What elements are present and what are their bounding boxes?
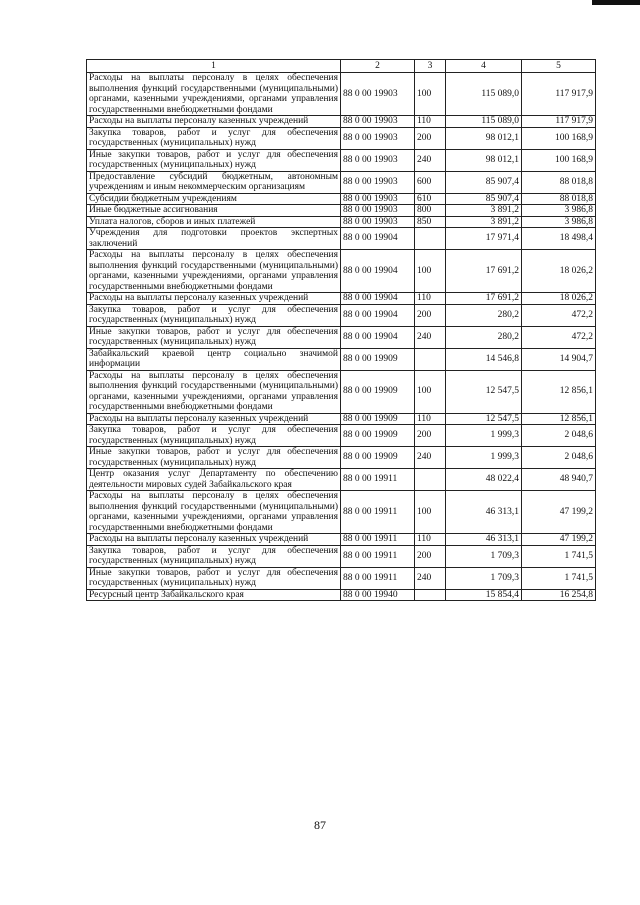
item-name-cell: Центр оказания услуг Департаменту по обеспечению деятельности мировых судей Забайкальского края [87,469,341,491]
amount-year-1-cell: 48 022,4 [446,469,522,491]
amount-year-2-cell: 2 048,6 [522,425,596,447]
amount-year-1-cell: 14 546,8 [446,348,522,370]
item-name-cell: Забайкальский краевой центр социально значимой информации [87,348,341,370]
amount-year-2-cell: 18 026,2 [522,250,596,293]
amount-year-2-cell: 47 199,2 [522,534,596,546]
amount-year-2-cell: 3 986,8 [522,216,596,228]
amount-year-1-cell: 17 691,2 [446,250,522,293]
amount-year-1-cell: 15 854,4 [446,589,522,601]
table-row [87,250,596,293]
table-row [87,116,596,128]
target-article-cell: 88 0 00 19911 [341,469,415,491]
amount-year-1-cell: 1 709,3 [446,567,522,589]
table-row [87,534,596,546]
amount-year-1-cell: 280,2 [446,326,522,348]
table-row [87,326,596,348]
expense-type-cell: 800 [415,205,446,217]
target-article-cell: 88 0 00 19904 [341,293,415,305]
expense-type-cell: 200 [415,127,446,149]
target-article-cell: 88 0 00 19903 [341,193,415,205]
expense-type-cell: 240 [415,567,446,589]
header-col-3: 3 [415,60,446,73]
item-name-cell: Учреждения для подготовки проектов экспертных заключений [87,228,341,250]
amount-year-2-cell: 18 498,4 [522,228,596,250]
expense-type-cell: 110 [415,413,446,425]
amount-year-2-cell: 12 856,1 [522,370,596,413]
target-article-cell: 88 0 00 19903 [341,171,415,193]
item-name-cell: Иные закупки товаров, работ и услуг для обеспечения государственных (муниципальных) нужд [87,447,341,469]
amount-year-2-cell: 100 168,9 [522,127,596,149]
table-row [87,293,596,305]
expense-type-cell: 100 [415,73,446,116]
target-article-cell: 88 0 00 19903 [341,149,415,171]
item-name-cell: Расходы на выплаты персоналу казенных учреждений [87,534,341,546]
amount-year-2-cell: 16 254,8 [522,589,596,601]
amount-year-1-cell: 46 313,1 [446,491,522,534]
item-name-cell: Расходы на выплаты персоналу казенных учреждений [87,293,341,305]
expense-type-cell [415,348,446,370]
item-name-cell: Расходы на выплаты персоналу в целях обеспечения выполнения функций государственными (муниципальными) органами, казенными учреждениями, органами управления государственными внебюджетными фондами [87,73,341,116]
amount-year-1-cell: 46 313,1 [446,534,522,546]
amount-year-2-cell: 117 917,9 [522,116,596,128]
expense-type-cell: 100 [415,370,446,413]
amount-year-2-cell: 12 856,1 [522,413,596,425]
amount-year-2-cell: 3 986,8 [522,205,596,217]
amount-year-2-cell: 472,2 [522,326,596,348]
table-row [87,216,596,228]
expense-type-cell: 240 [415,447,446,469]
table-row [87,491,596,534]
amount-year-1-cell: 12 547,5 [446,413,522,425]
target-article-cell: 88 0 00 19903 [341,216,415,228]
target-article-cell: 88 0 00 19904 [341,304,415,326]
expense-type-cell: 240 [415,326,446,348]
table-row [87,370,596,413]
amount-year-2-cell: 88 018,8 [522,193,596,205]
table-row [87,413,596,425]
table-row [87,304,596,326]
amount-year-1-cell: 85 907,4 [446,193,522,205]
target-article-cell: 88 0 00 19903 [341,205,415,217]
item-name-cell: Расходы на выплаты персоналу казенных учреждений [87,413,341,425]
expense-type-cell: 100 [415,250,446,293]
amount-year-2-cell: 1 741,5 [522,545,596,567]
expense-type-cell: 200 [415,304,446,326]
target-article-cell: 88 0 00 19904 [341,228,415,250]
expense-type-cell: 240 [415,149,446,171]
target-article-cell: 88 0 00 19903 [341,73,415,116]
item-name-cell: Закупка товаров, работ и услуг для обеспечения государственных (муниципальных) нужд [87,545,341,567]
expense-type-cell [415,228,446,250]
expense-type-cell: 610 [415,193,446,205]
table-row [87,567,596,589]
target-article-cell: 88 0 00 19909 [341,425,415,447]
expense-type-cell: 100 [415,491,446,534]
amount-year-2-cell: 88 018,8 [522,171,596,193]
item-name-cell: Расходы на выплаты персоналу казенных учреждений [87,116,341,128]
item-name-cell: Иные закупки товаров, работ и услуг для обеспечения государственных (муниципальных) нужд [87,149,341,171]
expense-type-cell: 110 [415,293,446,305]
item-name-cell: Закупка товаров, работ и услуг для обеспечения государственных (муниципальных) нужд [87,127,341,149]
target-article-cell: 88 0 00 19911 [341,545,415,567]
amount-year-2-cell: 2 048,6 [522,447,596,469]
table-row [87,193,596,205]
table-row [87,348,596,370]
table-row [87,205,596,217]
table-row [87,425,596,447]
amount-year-2-cell: 14 904,7 [522,348,596,370]
header-col-2: 2 [341,60,415,73]
item-name-cell: Иные закупки товаров, работ и услуг для обеспечения государственных (муниципальных) нужд [87,567,341,589]
target-article-cell: 88 0 00 19904 [341,326,415,348]
amount-year-1-cell: 98 012,1 [446,127,522,149]
target-article-cell: 88 0 00 19909 [341,413,415,425]
expense-type-cell: 600 [415,171,446,193]
amount-year-1-cell: 115 089,0 [446,73,522,116]
corner-mark [592,0,640,5]
target-article-cell: 88 0 00 19911 [341,534,415,546]
amount-year-1-cell: 17 691,2 [446,293,522,305]
header-col-1: 1 [87,60,341,73]
item-name-cell: Иные закупки товаров, работ и услуг для обеспечения государственных (муниципальных) нужд [87,326,341,348]
target-article-cell: 88 0 00 19904 [341,250,415,293]
amount-year-2-cell: 100 168,9 [522,149,596,171]
target-article-cell: 88 0 00 19909 [341,348,415,370]
budget-table [86,59,596,601]
table-row [87,149,596,171]
expense-type-cell [415,469,446,491]
amount-year-2-cell: 47 199,2 [522,491,596,534]
amount-year-1-cell: 280,2 [446,304,522,326]
table-row [87,447,596,469]
target-article-cell: 88 0 00 19903 [341,116,415,128]
table-row [87,589,596,601]
amount-year-1-cell: 12 547,5 [446,370,522,413]
amount-year-1-cell: 17 971,4 [446,228,522,250]
amount-year-1-cell: 85 907,4 [446,171,522,193]
amount-year-1-cell: 1 999,3 [446,447,522,469]
item-name-cell: Иные бюджетные ассигнования [87,205,341,217]
item-name-cell: Ресурсный центр Забайкальского края [87,589,341,601]
item-name-cell: Расходы на выплаты персоналу в целях обеспечения выполнения функций государственными (муниципальными) органами, казенными учреждениями, органами управления государственными внебюджетными фондами [87,370,341,413]
item-name-cell: Субсидии бюджетным учреждениям [87,193,341,205]
page-number: 87 [314,818,326,832]
expense-type-cell: 110 [415,116,446,128]
expense-type-cell: 110 [415,534,446,546]
table-row [87,545,596,567]
header-col-4: 4 [446,60,522,73]
expense-type-cell: 200 [415,545,446,567]
item-name-cell: Закупка товаров, работ и услуг для обеспечения государственных (муниципальных) нужд [87,425,341,447]
amount-year-2-cell: 117 917,9 [522,73,596,116]
target-article-cell: 88 0 00 19911 [341,567,415,589]
target-article-cell: 88 0 00 19909 [341,447,415,469]
amount-year-1-cell: 3 891,2 [446,205,522,217]
amount-year-2-cell: 18 026,2 [522,293,596,305]
target-article-cell: 88 0 00 19909 [341,370,415,413]
amount-year-2-cell: 1 741,5 [522,567,596,589]
item-name-cell: Расходы на выплаты персоналу в целях обеспечения выполнения функций государственными (муниципальными) органами, казенными учреждениями, органами управления государственными внебюджетными фондами [87,491,341,534]
amount-year-1-cell: 115 089,0 [446,116,522,128]
expense-type-cell [415,589,446,601]
table-header-row [87,60,596,73]
item-name-cell: Уплата налогов, сборов и иных платежей [87,216,341,228]
amount-year-1-cell: 1 709,3 [446,545,522,567]
header-col-5: 5 [522,60,596,73]
table-row [87,228,596,250]
amount-year-2-cell: 472,2 [522,304,596,326]
amount-year-1-cell: 3 891,2 [446,216,522,228]
item-name-cell: Расходы на выплаты персоналу в целях обеспечения выполнения функций государственными (муниципальными) органами, казенными учреждениями, органами управления государственными внебюджетными фондами [87,250,341,293]
target-article-cell: 88 0 00 19940 [341,589,415,601]
target-article-cell: 88 0 00 19903 [341,127,415,149]
expense-type-cell: 200 [415,425,446,447]
amount-year-1-cell: 98 012,1 [446,149,522,171]
table-row [87,127,596,149]
table-body [87,73,596,601]
item-name-cell: Предоставление субсидий бюджетным, автономным учреждениям и иным некоммерческим организациям [87,171,341,193]
table-row [87,73,596,116]
item-name-cell: Закупка товаров, работ и услуг для обеспечения государственных (муниципальных) нужд [87,304,341,326]
amount-year-1-cell: 1 999,3 [446,425,522,447]
table-row [87,171,596,193]
amount-year-2-cell: 48 940,7 [522,469,596,491]
expense-type-cell: 850 [415,216,446,228]
table-row [87,469,596,491]
target-article-cell: 88 0 00 19911 [341,491,415,534]
